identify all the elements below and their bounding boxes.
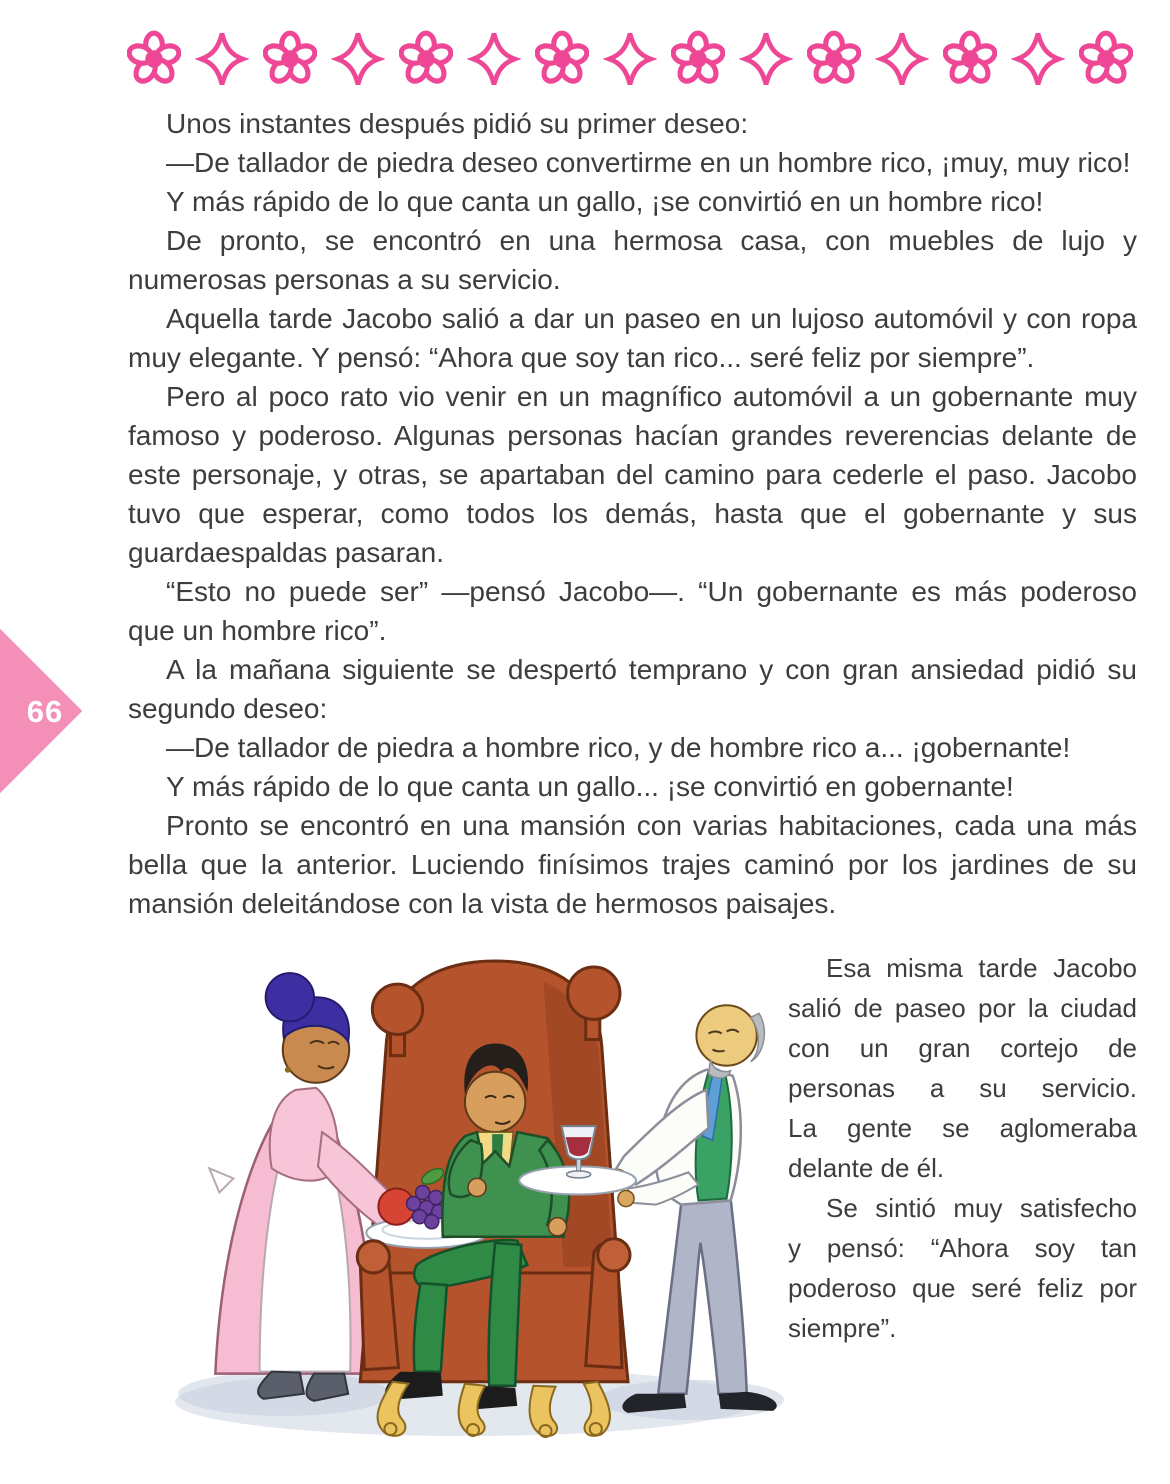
flower-icon xyxy=(399,28,453,90)
story-paragraph: Aquella tarde Jacobo salió a dar un paseo en un lujoso automóvil y con ropa muy elegante. Y pensó: “Ahora que soy tan rico... seré feliz por siempre”. xyxy=(128,303,1137,373)
story-paragraph: Y más rápido de lo que canta un gallo, ¡se convirtió en un hombre rico! xyxy=(166,186,1044,217)
flower-icon xyxy=(807,28,861,90)
flower-icon xyxy=(127,28,181,90)
page-number: 66 xyxy=(26,694,64,729)
diamond-icon xyxy=(331,28,385,90)
flower-icon xyxy=(943,28,997,90)
sidebar-line: poderoso que seré feliz por xyxy=(788,1273,1137,1303)
diamond-icon xyxy=(739,28,793,90)
story-paragraph: Unos instantes después pidió su primer deseo: xyxy=(166,108,749,139)
story-paragraph: De pronto, se encontró en una hermosa casa, con muebles de lujo y numerosas personas a su servicio. xyxy=(128,225,1137,295)
story-paragraph: “Esto no puede ser” —pensó Jacobo—. “Un gobernante es más poderoso que un hombre rico”. xyxy=(128,576,1137,646)
story-paragraph: Pronto se encontró en una mansión con varias habitaciones, cada una más bella que la anterior. Luciendo finísimos trajes caminó por los jardines de su mansión deleitándose con la vista de hermosos paisajes. xyxy=(128,810,1137,919)
story-paragraph: Y más rápido de lo que canta un gallo... ¡se convirtió en gobernante! xyxy=(166,771,1014,802)
sidebar-line: delante de él. xyxy=(788,1153,945,1183)
sidebar-line: La gente se aglomeraba xyxy=(788,1113,1137,1143)
flower-icon xyxy=(263,28,317,90)
flower-icon xyxy=(1079,28,1133,90)
diamond-icon xyxy=(195,28,249,90)
diamond-icon xyxy=(1011,28,1065,90)
sidebar-line: personas a su servicio. xyxy=(788,1073,1137,1103)
story-paragraph: —De tallador de piedra a hombre rico, y de hombre rico a... ¡gobernante! xyxy=(166,732,1071,763)
story-illustration xyxy=(163,938,787,1448)
sidebar-line: salió de paseo por la ciudad xyxy=(788,993,1137,1023)
story-paragraph: Pero al poco rato vio venir en un magnífico automóvil a un gobernante muy famoso y poderoso. Algunas personas hacían grandes reverencias delante de este personaje, y otras, se apartaban del camino para cederle el paso. Jacobo tuvo que esperar, como todos los demás, hasta que el gobernante y sus guardaespaldas pasaran. xyxy=(128,381,1137,568)
flower-icon xyxy=(671,28,725,90)
ornament-border xyxy=(127,27,1133,91)
sidebar-line: Se sintió muy satisfecho xyxy=(826,1193,1137,1223)
story-paragraph: A la mañana siguiente se despertó temprano y con gran ansiedad pidió su segundo deseo: xyxy=(128,654,1137,724)
sidebar-line: siempre”. xyxy=(788,1313,897,1343)
flower-icon xyxy=(535,28,589,90)
story-paragraph: —De tallador de piedra deseo convertirme en un hombre rico, ¡muy, muy rico! xyxy=(166,147,1131,178)
sidebar-line: Esa misma tarde Jacobo xyxy=(826,953,1137,983)
diamond-icon xyxy=(603,28,657,90)
diamond-icon xyxy=(875,28,929,90)
sidebar-line: y pensó: “Ahora soy tan xyxy=(788,1233,1137,1263)
sidebar-text xyxy=(788,948,1137,1348)
diamond-icon xyxy=(467,28,521,90)
story-text xyxy=(128,104,1137,923)
sidebar-line: con un gran cortejo de xyxy=(788,1033,1137,1063)
